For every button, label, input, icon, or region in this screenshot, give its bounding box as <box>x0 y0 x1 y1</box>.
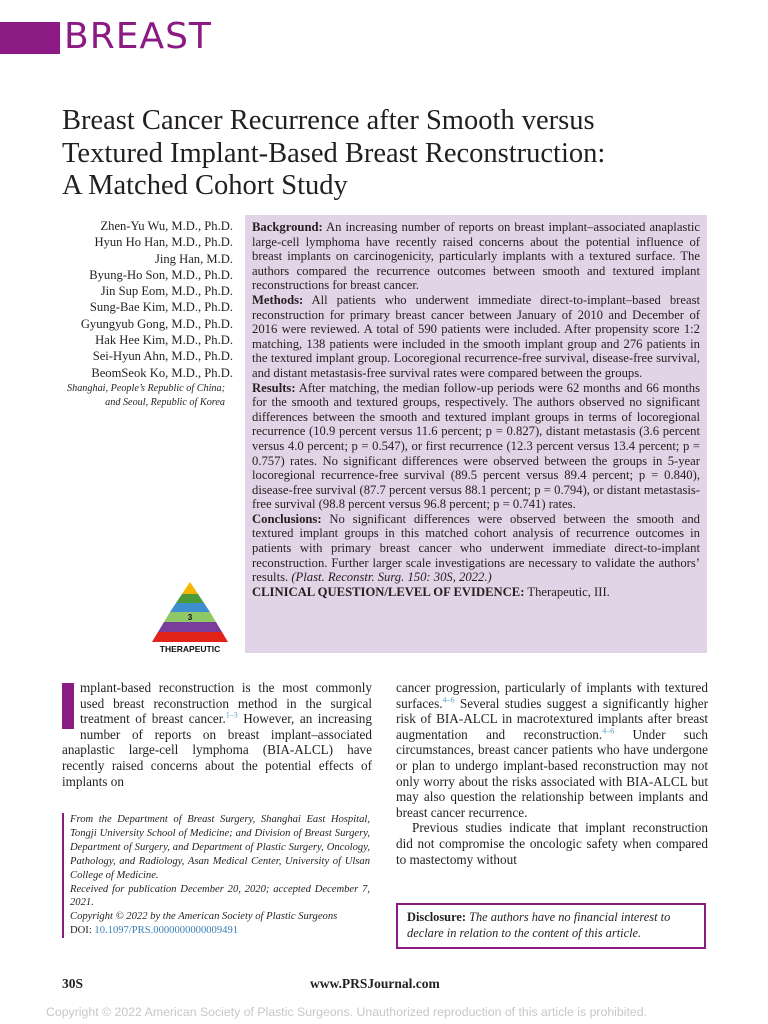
author-affiliation <box>20 382 225 410</box>
received-note: Received for publication December 20, 2020; accepted December 7, 2021. <box>70 883 370 909</box>
background-label: Background: <box>252 220 323 234</box>
body-paragraph <box>62 680 372 789</box>
abstract-results <box>252 381 700 512</box>
page-number: 30S <box>62 976 84 991</box>
author: Hak Hee Kim, M.D., Ph.D. <box>95 333 233 348</box>
reference-link[interactable]: 1–3 <box>225 710 238 720</box>
author: Sei-Hyun Ahn, M.D., Ph.D. <box>92 349 233 364</box>
evidence-level-pyramid-icon <box>150 580 230 655</box>
reference-link[interactable]: 4–6 <box>442 695 455 705</box>
author: Jin Sup Eom, M.D., Ph.D. <box>100 284 233 299</box>
citation: (Plast. Reconstr. Surg. 150: 30S, 2022.) <box>291 570 492 585</box>
affiliation-line: and Seoul, Republic of Korea <box>105 397 225 408</box>
body-text: cancer progression, particularly of implants with textured surfaces. <box>396 680 708 711</box>
author-list <box>20 218 233 381</box>
drop-cap <box>62 683 74 729</box>
body-text: However, an increasing number of reports on breast implant–associated anaplastic large-cell lymphoma (BIA-ALCL) have recently raised concerns about the potential effects of implants on <box>62 711 372 789</box>
title-line-3: A Matched Cohort Study <box>62 170 348 201</box>
author: Jing Han, M.D. <box>154 251 233 266</box>
author: Gyungyub Gong, M.D., Ph.D. <box>80 316 233 331</box>
section-color-bar <box>0 22 60 54</box>
abstract-conclusions <box>252 512 700 585</box>
doi-link[interactable]: 10.1097/PRS.0000000000009491 <box>94 925 239 937</box>
evidence-level-number: 3 <box>187 613 193 622</box>
abstract-clinical-question <box>252 585 700 600</box>
doi-label: DOI: <box>70 925 95 937</box>
clinical-text: Therapeutic, III. <box>527 584 610 599</box>
author: Hyun Ho Han, M.D., Ph.D. <box>94 235 233 250</box>
copyright-watermark: Copyright © 2022 American Society of Plastic Surgeons. Unauthorized reproduction of this article is prohibited. <box>46 1005 647 1019</box>
section-label: BREAST <box>64 16 212 57</box>
copyright-note: Copyright © 2022 by the American Society of Plastic Surgeons <box>70 911 338 923</box>
author: Zhen-Yu Wu, M.D., Ph.D. <box>100 219 233 233</box>
abstract-box <box>245 215 707 653</box>
body-right-column <box>396 680 708 867</box>
author: BeomSeok Ko, M.D., Ph.D. <box>91 365 233 380</box>
body-text: Under such circumstances, breast cancer patients who have undergone or plan to undergo implant-based reconstruction may not only worry about the risks associated with BIA-ALCL but may also question the relationship between implants and breast cancer recurrence. <box>396 726 708 820</box>
disclosure-label: Disclosure: <box>407 910 466 924</box>
body-paragraph: Previous studies indicate that implant reconstruction did not compromise the oncologic safety when compared to mastectomy without <box>396 820 708 867</box>
reference-link[interactable]: 4–6 <box>602 726 615 736</box>
title-line-1: Breast Cancer Recurrence after Smooth versus <box>62 105 595 136</box>
body-text: Several studies suggest a significantly higher risk of BIA-ALCL in macrotextured implants after breast augmentation and reconstruction. <box>396 695 708 742</box>
abstract-background <box>252 220 700 293</box>
author: Byung-Ho Son, M.D., Ph.D. <box>89 267 233 282</box>
results-label: Results: <box>252 380 296 395</box>
article-footnote <box>62 813 370 938</box>
body-paragraph <box>396 680 708 820</box>
body-left-column <box>62 680 372 789</box>
journal-url[interactable]: www.PRSJournal.com <box>310 976 440 991</box>
author: Sung-Bae Kim, M.D., Ph.D. <box>89 300 233 315</box>
evidence-type-label: THERAPEUTIC <box>159 644 221 654</box>
clinical-label: CLINICAL QUESTION/LEVEL OF EVIDENCE: <box>252 584 525 599</box>
doi-line <box>70 924 370 938</box>
affiliation-line: Shanghai, People’s Republic of China; <box>67 383 225 394</box>
methods-label: Methods: <box>252 292 304 307</box>
conclusions-label: Conclusions: <box>252 511 322 526</box>
article-title <box>62 105 722 203</box>
background-text: An increasing number of reports on breast implant–associated anaplastic large-cell lymphoma have recently raised concerns about the potential influence of breast implants on carcinogenicity, particularly implants with a textured surface. The authors compared the recurrence outcomes between smooth and textured implant reconstructions for breast cancer. <box>252 220 700 293</box>
abstract-methods <box>252 293 700 381</box>
conclusions-text: No significant differences were observed between the smooth and textured implant groups in this matched cohort analysis of recurrence outcomes in patients with primary breast cancer who underwent immediate direct-to-implant reconstruction. Further larger scale investigations are necessary to validate the authors’ results. <box>252 511 700 585</box>
body-text: mplant-based reconstruction is the most commonly used breast reconstruction method in the surgical treatment of breast cancer. <box>80 680 372 727</box>
disclosure-box <box>396 903 706 949</box>
disclosure-text: The authors have no financial interest to declare in relation to the content of this article. <box>407 910 671 940</box>
department-note: From the Department of Breast Surgery, Shanghai East Hospital, Tongji University School of Medicine; and Division of Breast Surgery, Department of Surgery, and Department of Plastic Surgery, Oncology, Pathology, and Radiology, Asan Medical Center, University of Ulsan College of Medicine. <box>70 814 370 881</box>
methods-text: All patients who underwent immediate direct-to-implant–based breast reconstruction for primary breast cancer between January of 2010 and December of 2016 were reviewed. A total of 590 patients were included. After propensity score 1:2 matching, 138 patients were included in the smooth implant group and 276 patients in the textured implant group. Locoregional recurrence-free survival, disease-free survival, and distant metastasis-free survival rates were compared between the groups. <box>252 292 700 380</box>
title-line-2: Textured Implant-Based Breast Reconstruction: <box>62 137 606 169</box>
results-text: After matching, the median follow-up periods were 62 months and 66 months for the smooth and textured groups, respectively. The authors observed no significant differences between the smooth and textured implant groups in terms of locoregional recurrence (10.9 percent versus 11.6 percent; p = 0.827), distant metastasis (3.6 percent versus 4.0 percent; p = 0.547), or first recurrence (12.3 percent versus 13.4 percent; p = 0.757) rates. No significant differences were observed between the groups in 5-year locoregional recurrence-free survival (89.5 percent versus 89.4 percent; p = 0.840), disease-free survival (87.7 percent versus 88.1 percent; p = 0.794), or distant metastasis-free survival (98.8 percent versus 96.8 percent; p = 0.741) rates. <box>252 380 700 512</box>
